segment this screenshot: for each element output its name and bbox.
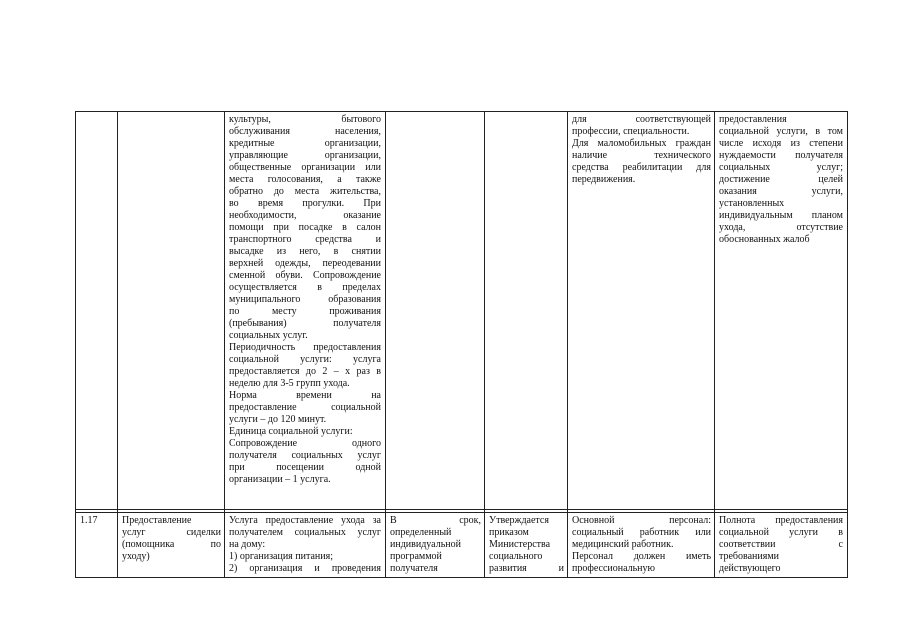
text-line: наличие технического [572, 150, 711, 161]
text-line: 2) организация и проведения [229, 563, 381, 574]
text-line: нуждаемости получателя [719, 150, 843, 161]
text-line: Сопровождение одного [229, 438, 381, 449]
staff-requirements-cell [569, 515, 714, 575]
quality-indicators-cell [716, 515, 846, 575]
text-line: социального [489, 551, 543, 562]
text-line: Единица социальной услуги: [229, 426, 353, 437]
service-name-cell [119, 515, 224, 563]
text-line: программой [390, 551, 442, 562]
table-top-border [75, 111, 847, 112]
text-line: Утверждается [489, 515, 549, 526]
text-line: (помощника по [122, 539, 221, 550]
text-line: Для маломобильных граждан [572, 138, 711, 149]
text-line: при посещении одной [229, 462, 381, 473]
text-line: средства реабилитации для [572, 162, 711, 173]
text-line: установленных [719, 198, 785, 209]
text-line: ухода, отсутствие [719, 222, 843, 233]
text-line: В срок, [390, 515, 481, 526]
column-border [567, 111, 568, 578]
text-line: высадке из него, в снятии [229, 246, 381, 257]
text-line: социальной услуги: услуга [229, 354, 381, 365]
text-line: Норма времени на [229, 390, 381, 401]
text-line: по месту проживания [229, 306, 381, 317]
text-line: во время прогулки. При [229, 198, 381, 209]
row-number: 1.17 [80, 515, 98, 526]
column-border [75, 111, 76, 578]
text-line: услуги – до 120 минут. [229, 414, 327, 425]
text-line: обратно до места жительства, [229, 186, 381, 197]
text-line: верхней одежды, переодевании [229, 258, 381, 269]
text-line: индивидуальным планом [719, 210, 843, 221]
text-line: получателя [390, 563, 438, 574]
column-border [484, 111, 485, 578]
text-line: индивидуальной [390, 539, 461, 550]
text-line: кредитные организации, [229, 138, 381, 149]
text-line: управляющие организации, [229, 150, 381, 161]
staff-requirements-cell [569, 114, 714, 186]
text-line: сменной обуви. Сопровождение [229, 270, 381, 281]
text-line: социальной услуги в [719, 527, 843, 538]
text-line: социальных услуг. [229, 330, 308, 341]
text-line: Периодичность предоставления [229, 342, 381, 353]
text-line: приказом [489, 527, 529, 538]
text-line: помощи при посадке в салон [229, 222, 381, 233]
row-separator [75, 512, 847, 513]
text-line: предоставляется до 2 – х раз в [229, 366, 381, 377]
text-line: (пребывания) получателя [229, 318, 381, 329]
text-line: получателя социальных услуг [229, 450, 381, 461]
text-line: Услуга предоставление ухода за [229, 515, 381, 526]
text-line: требованиями [719, 551, 780, 562]
text-line: неделю для 3-5 групп ухода. [229, 378, 350, 389]
text-line: достижение целей [719, 174, 843, 185]
text-line: профессиональную [572, 563, 655, 574]
service-description-cell [226, 114, 384, 486]
text-line: числе исходя из степени [719, 138, 843, 149]
text-line: места голосования, а также [229, 174, 381, 185]
column-border [117, 111, 118, 578]
text-line: соответствии с [719, 539, 843, 550]
column-border [714, 111, 715, 578]
text-line: обслуживания населения, [229, 126, 381, 137]
text-line: общественные организации или [229, 162, 381, 173]
row-separator [75, 509, 847, 510]
text-line: Предоставление [122, 515, 192, 526]
text-line: определенный [390, 527, 452, 538]
text-line: профессии, специальности. [572, 126, 690, 137]
text-line: предоставление социальной [229, 402, 381, 413]
text-line: социальный работник или [572, 527, 711, 538]
text-line: необходимости, оказание [229, 210, 381, 221]
text-line: передвижения. [572, 174, 636, 185]
tariff-cell [486, 515, 567, 575]
text-line: Основной персонал: [572, 515, 711, 526]
text-line: на дому: [229, 539, 266, 550]
text-line: оказания услуги, [719, 186, 843, 197]
column-border [385, 111, 386, 578]
text-line: муниципального образования [229, 294, 381, 305]
text-line: уходу) [122, 551, 150, 562]
text-line: предоставления [719, 114, 787, 125]
text-line: Министерства [489, 539, 551, 550]
text-line: Персонал должен иметь [572, 551, 711, 562]
text-line: социальных услуг; [719, 162, 843, 173]
text-line: организации – 1 услуга. [229, 474, 331, 485]
quality-indicators-cell [716, 114, 846, 246]
text-line: действующего [719, 563, 781, 574]
text-line: Полнота предоставления [719, 515, 843, 526]
table-bottom-border [75, 577, 847, 578]
row-number-cell [77, 515, 117, 527]
text-line: развития и [489, 563, 564, 574]
text-line: для соответствующей [572, 114, 711, 125]
text-line: социальной услуги, в том [719, 126, 843, 137]
text-line: услуг сиделки [122, 527, 221, 538]
text-line: осуществляется в пределах [229, 282, 381, 293]
text-line: медицинский работник. [572, 539, 674, 550]
text-line: получателем социальных услуг [229, 527, 381, 538]
term-cell [387, 515, 484, 575]
service-description-cell [226, 515, 384, 575]
text-line: обоснованных жалоб [719, 234, 810, 245]
text-line: 1) организация питания; [229, 551, 333, 562]
text-line: культуры, бытового [229, 114, 381, 125]
column-border [224, 111, 225, 578]
column-border [847, 111, 848, 578]
text-line: транспортного средства и [229, 234, 381, 245]
